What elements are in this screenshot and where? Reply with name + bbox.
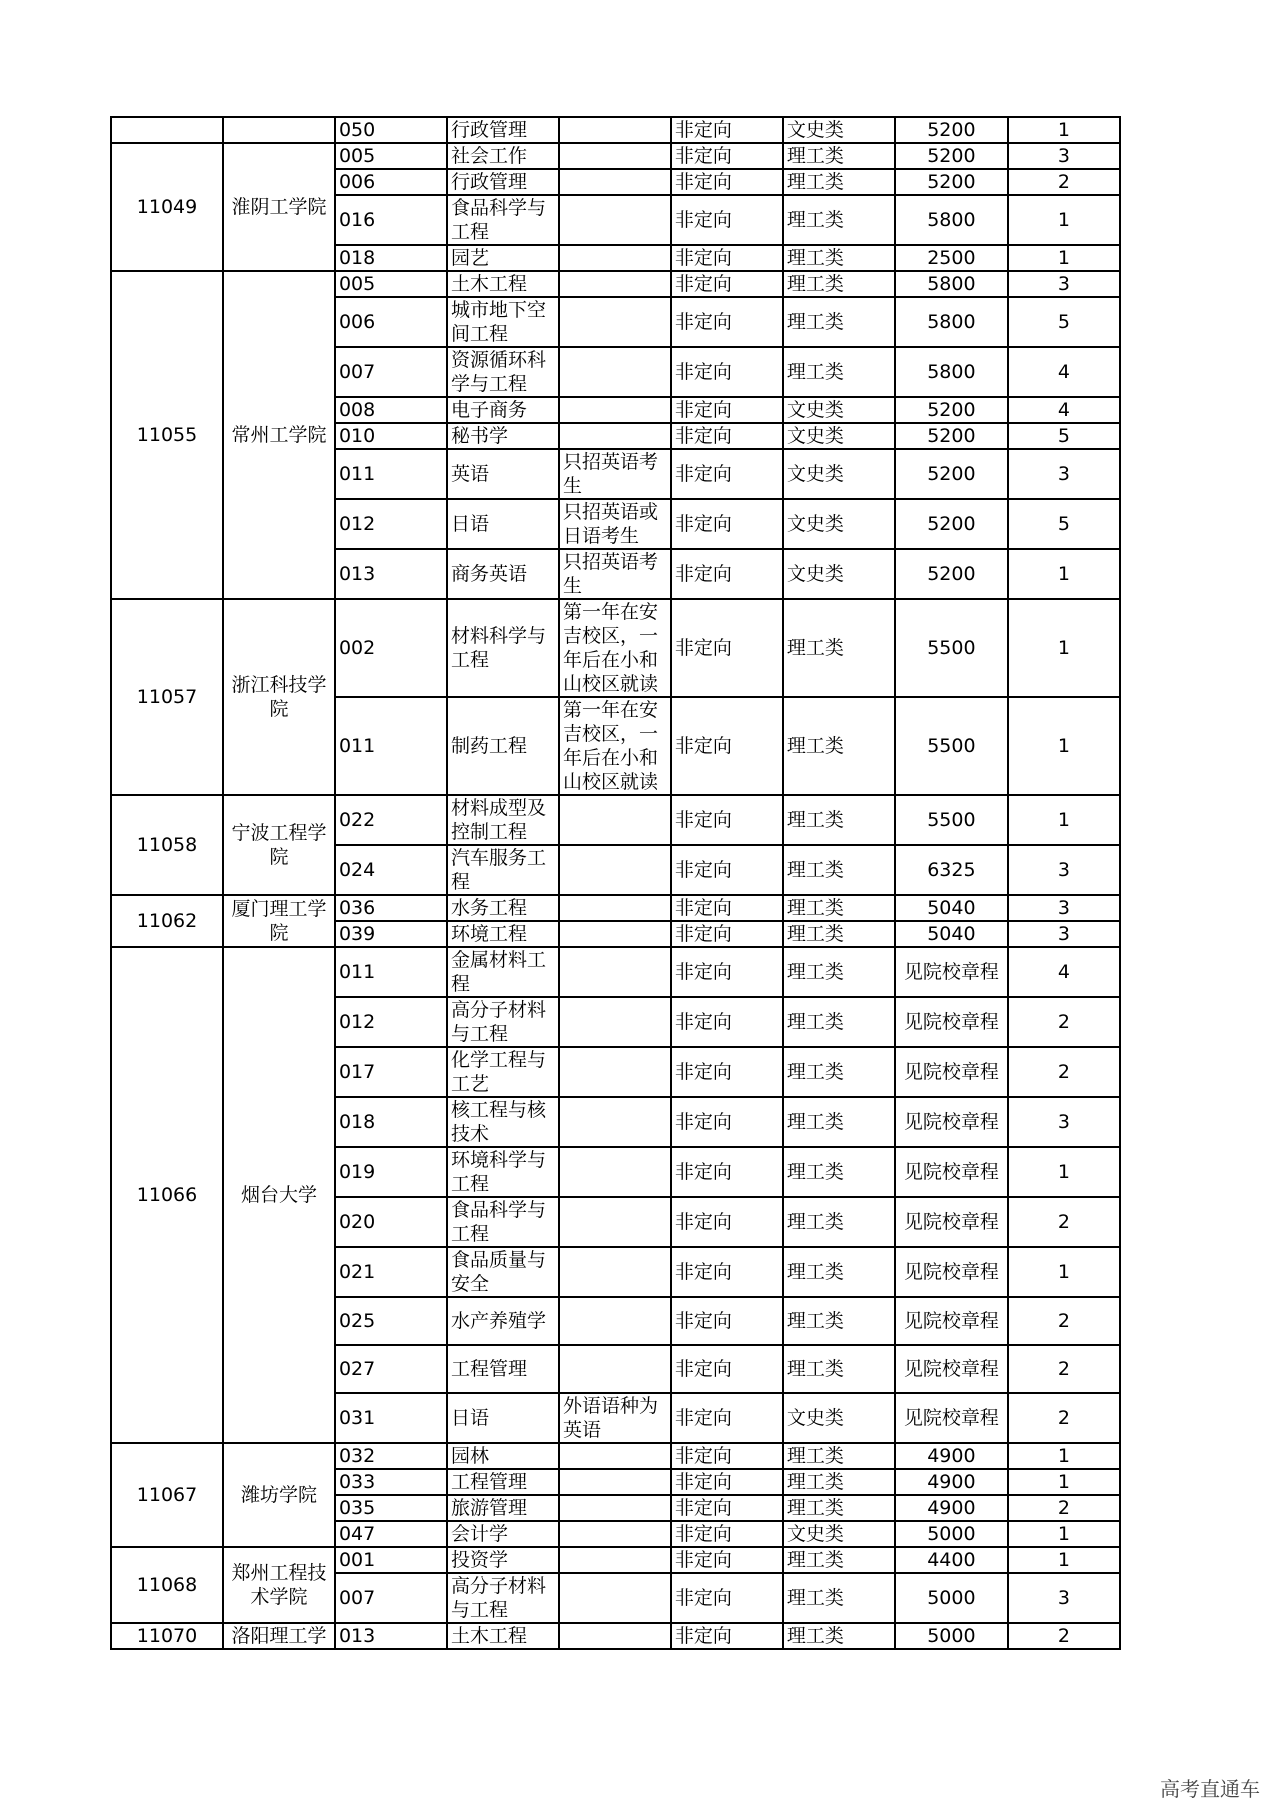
major-name-cell: 工程管理 xyxy=(447,1345,559,1393)
placement-type-cell: 非定向 xyxy=(671,1393,783,1443)
major-code-cell: 013 xyxy=(335,549,447,599)
tuition-cell: 2500 xyxy=(895,245,1008,271)
quota-cell: 1 xyxy=(1008,117,1120,143)
quota-cell: 1 xyxy=(1008,1469,1120,1495)
placement-type-cell: 非定向 xyxy=(671,271,783,297)
placement-type-cell: 非定向 xyxy=(671,1521,783,1547)
table-row xyxy=(111,895,1120,921)
category-cell: 文史类 xyxy=(783,499,895,549)
note-cell xyxy=(559,1469,671,1495)
category-cell: 理工类 xyxy=(783,297,895,347)
note-cell xyxy=(559,1573,671,1623)
table-row xyxy=(111,143,1120,169)
quota-cell: 3 xyxy=(1008,1097,1120,1147)
major-name-cell: 食品质量与安全 xyxy=(447,1247,559,1297)
category-cell: 理工类 xyxy=(783,895,895,921)
category-cell: 理工类 xyxy=(783,947,895,997)
quota-cell: 2 xyxy=(1008,1297,1120,1345)
major-code-cell: 024 xyxy=(335,845,447,895)
major-code-cell: 021 xyxy=(335,1247,447,1297)
school-code-cell: 11055 xyxy=(111,271,223,599)
placement-type-cell: 非定向 xyxy=(671,947,783,997)
note-cell: 第一年在安吉校区，一年后在小和山校区就读 xyxy=(559,599,671,697)
tuition-cell: 见院校章程 xyxy=(895,1393,1008,1443)
major-code-cell: 011 xyxy=(335,697,447,795)
quota-cell: 5 xyxy=(1008,297,1120,347)
tuition-cell: 5800 xyxy=(895,347,1008,397)
school-code-cell: 11057 xyxy=(111,599,223,795)
major-code-cell: 005 xyxy=(335,271,447,297)
placement-type-cell: 非定向 xyxy=(671,1547,783,1573)
tuition-cell: 5200 xyxy=(895,397,1008,423)
watermark: 高考直通车 xyxy=(1160,1777,1260,1801)
placement-type-cell: 非定向 xyxy=(671,895,783,921)
placement-type-cell: 非定向 xyxy=(671,195,783,245)
tuition-cell: 5500 xyxy=(895,599,1008,697)
major-code-cell: 001 xyxy=(335,1547,447,1573)
major-code-cell: 019 xyxy=(335,1147,447,1197)
school-code-cell xyxy=(111,117,223,143)
placement-type-cell: 非定向 xyxy=(671,1623,783,1649)
quota-cell: 2 xyxy=(1008,1345,1120,1393)
major-code-cell: 006 xyxy=(335,169,447,195)
tuition-cell: 5040 xyxy=(895,921,1008,947)
major-code-cell: 032 xyxy=(335,1443,447,1469)
school-code-cell: 11068 xyxy=(111,1547,223,1623)
note-cell: 第一年在安吉校区，一年后在小和山校区就读 xyxy=(559,697,671,795)
tuition-cell: 5800 xyxy=(895,195,1008,245)
note-cell: 外语语种为英语 xyxy=(559,1393,671,1443)
note-cell xyxy=(559,245,671,271)
major-name-cell: 高分子材料与工程 xyxy=(447,1573,559,1623)
school-name-cell: 潍坊学院 xyxy=(223,1443,335,1547)
placement-type-cell: 非定向 xyxy=(671,1573,783,1623)
major-name-cell: 秘书学 xyxy=(447,423,559,449)
major-code-cell: 017 xyxy=(335,1047,447,1097)
tuition-cell: 见院校章程 xyxy=(895,947,1008,997)
note-cell xyxy=(559,271,671,297)
school-code-cell: 11070 xyxy=(111,1623,223,1649)
note-cell xyxy=(559,1197,671,1247)
school-name-cell: 厦门理工学院 xyxy=(223,895,335,947)
category-cell: 理工类 xyxy=(783,921,895,947)
category-cell: 理工类 xyxy=(783,1047,895,1097)
note-cell xyxy=(559,921,671,947)
category-cell: 文史类 xyxy=(783,397,895,423)
tuition-cell: 见院校章程 xyxy=(895,1097,1008,1147)
major-code-cell: 018 xyxy=(335,1097,447,1147)
category-cell: 文史类 xyxy=(783,1521,895,1547)
placement-type-cell: 非定向 xyxy=(671,1495,783,1521)
quota-cell: 2 xyxy=(1008,169,1120,195)
major-name-cell: 城市地下空间工程 xyxy=(447,297,559,347)
tuition-cell: 5000 xyxy=(895,1573,1008,1623)
category-cell: 文史类 xyxy=(783,117,895,143)
major-name-cell: 制药工程 xyxy=(447,697,559,795)
school-code-cell: 11062 xyxy=(111,895,223,947)
placement-type-cell: 非定向 xyxy=(671,549,783,599)
placement-type-cell: 非定向 xyxy=(671,1469,783,1495)
quota-cell: 1 xyxy=(1008,245,1120,271)
category-cell: 理工类 xyxy=(783,599,895,697)
major-code-cell: 013 xyxy=(335,1623,447,1649)
major-name-cell: 英语 xyxy=(447,449,559,499)
major-name-cell: 核工程与核技术 xyxy=(447,1097,559,1147)
category-cell: 理工类 xyxy=(783,143,895,169)
quota-cell: 1 xyxy=(1008,1443,1120,1469)
note-cell xyxy=(559,895,671,921)
category-cell: 理工类 xyxy=(783,1197,895,1247)
tuition-cell: 5200 xyxy=(895,449,1008,499)
tuition-cell: 5200 xyxy=(895,499,1008,549)
category-cell: 理工类 xyxy=(783,1623,895,1649)
major-code-cell: 011 xyxy=(335,449,447,499)
tuition-cell: 5200 xyxy=(895,549,1008,599)
tuition-cell: 5000 xyxy=(895,1521,1008,1547)
quota-cell: 1 xyxy=(1008,599,1120,697)
category-cell: 理工类 xyxy=(783,347,895,397)
tuition-cell: 见院校章程 xyxy=(895,1247,1008,1297)
quota-cell: 1 xyxy=(1008,1547,1120,1573)
tuition-cell: 5200 xyxy=(895,423,1008,449)
school-code-cell: 11067 xyxy=(111,1443,223,1547)
category-cell: 理工类 xyxy=(783,169,895,195)
major-code-cell: 031 xyxy=(335,1393,447,1443)
note-cell xyxy=(559,1345,671,1393)
placement-type-cell: 非定向 xyxy=(671,1097,783,1147)
major-code-cell: 050 xyxy=(335,117,447,143)
tuition-cell: 4900 xyxy=(895,1495,1008,1521)
note-cell xyxy=(559,195,671,245)
major-code-cell: 012 xyxy=(335,499,447,549)
note-cell: 只招英语考生 xyxy=(559,549,671,599)
note-cell: 只招英语考生 xyxy=(559,449,671,499)
major-name-cell: 化学工程与工艺 xyxy=(447,1047,559,1097)
quota-cell: 3 xyxy=(1008,895,1120,921)
major-code-cell: 022 xyxy=(335,795,447,845)
placement-type-cell: 非定向 xyxy=(671,1443,783,1469)
tuition-cell: 见院校章程 xyxy=(895,1197,1008,1247)
category-cell: 理工类 xyxy=(783,697,895,795)
major-name-cell: 行政管理 xyxy=(447,169,559,195)
placement-type-cell: 非定向 xyxy=(671,297,783,347)
school-name-cell: 淮阴工学院 xyxy=(223,143,335,271)
note-cell xyxy=(559,1097,671,1147)
quota-cell: 1 xyxy=(1008,1147,1120,1197)
placement-type-cell: 非定向 xyxy=(671,449,783,499)
quota-cell: 1 xyxy=(1008,795,1120,845)
placement-type-cell: 非定向 xyxy=(671,169,783,195)
major-name-cell: 水产养殖学 xyxy=(447,1297,559,1345)
note-cell xyxy=(559,1547,671,1573)
school-name-cell: 烟台大学 xyxy=(223,947,335,1443)
note-cell xyxy=(559,1443,671,1469)
tuition-cell: 4900 xyxy=(895,1443,1008,1469)
category-cell: 理工类 xyxy=(783,1247,895,1297)
major-code-cell: 018 xyxy=(335,245,447,271)
placement-type-cell: 非定向 xyxy=(671,1197,783,1247)
enrollment-table xyxy=(110,116,1121,1650)
tuition-cell: 5500 xyxy=(895,697,1008,795)
note-cell xyxy=(559,1521,671,1547)
quota-cell: 3 xyxy=(1008,845,1120,895)
note-cell xyxy=(559,1297,671,1345)
major-code-cell: 036 xyxy=(335,895,447,921)
tuition-cell: 6325 xyxy=(895,845,1008,895)
tuition-cell: 5200 xyxy=(895,169,1008,195)
quota-cell: 4 xyxy=(1008,347,1120,397)
major-name-cell: 环境工程 xyxy=(447,921,559,947)
category-cell: 理工类 xyxy=(783,1147,895,1197)
note-cell xyxy=(559,1623,671,1649)
quota-cell: 3 xyxy=(1008,271,1120,297)
quota-cell: 3 xyxy=(1008,449,1120,499)
major-name-cell: 电子商务 xyxy=(447,397,559,423)
major-name-cell: 旅游管理 xyxy=(447,1495,559,1521)
placement-type-cell: 非定向 xyxy=(671,347,783,397)
placement-type-cell: 非定向 xyxy=(671,1345,783,1393)
note-cell xyxy=(559,347,671,397)
category-cell: 理工类 xyxy=(783,845,895,895)
major-name-cell: 食品科学与工程 xyxy=(447,195,559,245)
note-cell xyxy=(559,947,671,997)
tuition-cell: 5200 xyxy=(895,117,1008,143)
major-name-cell: 日语 xyxy=(447,1393,559,1443)
major-code-cell: 016 xyxy=(335,195,447,245)
placement-type-cell: 非定向 xyxy=(671,845,783,895)
major-code-cell: 047 xyxy=(335,1521,447,1547)
major-code-cell: 027 xyxy=(335,1345,447,1393)
category-cell: 理工类 xyxy=(783,1469,895,1495)
category-cell: 理工类 xyxy=(783,1443,895,1469)
category-cell: 理工类 xyxy=(783,245,895,271)
quota-cell: 1 xyxy=(1008,549,1120,599)
note-cell xyxy=(559,997,671,1047)
table-row xyxy=(111,947,1120,997)
major-name-cell: 材料科学与工程 xyxy=(447,599,559,697)
major-name-cell: 水务工程 xyxy=(447,895,559,921)
category-cell: 理工类 xyxy=(783,195,895,245)
tuition-cell: 5000 xyxy=(895,1623,1008,1649)
tuition-cell: 见院校章程 xyxy=(895,1345,1008,1393)
table-row xyxy=(111,795,1120,845)
placement-type-cell: 非定向 xyxy=(671,697,783,795)
tuition-cell: 见院校章程 xyxy=(895,1147,1008,1197)
category-cell: 文史类 xyxy=(783,1393,895,1443)
major-code-cell: 012 xyxy=(335,997,447,1047)
placement-type-cell: 非定向 xyxy=(671,599,783,697)
quota-cell: 1 xyxy=(1008,697,1120,795)
major-name-cell: 园林 xyxy=(447,1443,559,1469)
major-code-cell: 035 xyxy=(335,1495,447,1521)
placement-type-cell: 非定向 xyxy=(671,1247,783,1297)
quota-cell: 2 xyxy=(1008,1393,1120,1443)
placement-type-cell: 非定向 xyxy=(671,1047,783,1097)
placement-type-cell: 非定向 xyxy=(671,143,783,169)
note-cell xyxy=(559,169,671,195)
quota-cell: 4 xyxy=(1008,397,1120,423)
note-cell xyxy=(559,1047,671,1097)
major-code-cell: 002 xyxy=(335,599,447,697)
quota-cell: 5 xyxy=(1008,423,1120,449)
placement-type-cell: 非定向 xyxy=(671,795,783,845)
major-name-cell: 投资学 xyxy=(447,1547,559,1573)
major-code-cell: 005 xyxy=(335,143,447,169)
note-cell xyxy=(559,143,671,169)
major-code-cell: 008 xyxy=(335,397,447,423)
major-code-cell: 006 xyxy=(335,297,447,347)
category-cell: 理工类 xyxy=(783,1495,895,1521)
note-cell xyxy=(559,1495,671,1521)
major-name-cell: 行政管理 xyxy=(447,117,559,143)
category-cell: 理工类 xyxy=(783,1297,895,1345)
school-name-cell xyxy=(223,117,335,143)
major-name-cell: 土木工程 xyxy=(447,1623,559,1649)
note-cell xyxy=(559,1247,671,1297)
note-cell xyxy=(559,795,671,845)
quota-cell: 2 xyxy=(1008,1495,1120,1521)
tuition-cell: 5500 xyxy=(895,795,1008,845)
note-cell xyxy=(559,1147,671,1197)
major-code-cell: 007 xyxy=(335,347,447,397)
placement-type-cell: 非定向 xyxy=(671,1297,783,1345)
quota-cell: 2 xyxy=(1008,1623,1120,1649)
school-name-cell: 洛阳理工学 xyxy=(223,1623,335,1649)
major-name-cell: 社会工作 xyxy=(447,143,559,169)
major-name-cell: 高分子材料与工程 xyxy=(447,997,559,1047)
tuition-cell: 5800 xyxy=(895,297,1008,347)
quota-cell: 3 xyxy=(1008,921,1120,947)
quota-cell: 3 xyxy=(1008,1573,1120,1623)
tuition-cell: 见院校章程 xyxy=(895,1047,1008,1097)
placement-type-cell: 非定向 xyxy=(671,245,783,271)
major-name-cell: 资源循环科学与工程 xyxy=(447,347,559,397)
major-name-cell: 汽车服务工程 xyxy=(447,845,559,895)
major-code-cell: 011 xyxy=(335,947,447,997)
major-name-cell: 工程管理 xyxy=(447,1469,559,1495)
major-name-cell: 材料成型及控制工程 xyxy=(447,795,559,845)
tuition-cell: 4900 xyxy=(895,1469,1008,1495)
quota-cell: 2 xyxy=(1008,1197,1120,1247)
table-row xyxy=(111,1623,1120,1649)
major-name-cell: 金属材料工程 xyxy=(447,947,559,997)
table-row xyxy=(111,1547,1120,1573)
category-cell: 文史类 xyxy=(783,549,895,599)
quota-cell: 5 xyxy=(1008,499,1120,549)
quota-cell: 2 xyxy=(1008,997,1120,1047)
category-cell: 理工类 xyxy=(783,1345,895,1393)
school-name-cell: 常州工学院 xyxy=(223,271,335,599)
school-code-cell: 11058 xyxy=(111,795,223,895)
note-cell xyxy=(559,845,671,895)
tuition-cell: 见院校章程 xyxy=(895,1297,1008,1345)
school-name-cell: 宁波工程学院 xyxy=(223,795,335,895)
table-row xyxy=(111,271,1120,297)
placement-type-cell: 非定向 xyxy=(671,499,783,549)
school-name-cell: 浙江科技学院 xyxy=(223,599,335,795)
major-name-cell: 环境科学与工程 xyxy=(447,1147,559,1197)
category-cell: 理工类 xyxy=(783,795,895,845)
placement-type-cell: 非定向 xyxy=(671,997,783,1047)
note-cell: 只招英语或日语考生 xyxy=(559,499,671,549)
school-code-cell: 11066 xyxy=(111,947,223,1443)
table-body xyxy=(111,117,1120,1649)
major-code-cell: 020 xyxy=(335,1197,447,1247)
placement-type-cell: 非定向 xyxy=(671,921,783,947)
note-cell xyxy=(559,397,671,423)
major-name-cell: 土木工程 xyxy=(447,271,559,297)
table-row xyxy=(111,1443,1120,1469)
major-code-cell: 007 xyxy=(335,1573,447,1623)
placement-type-cell: 非定向 xyxy=(671,397,783,423)
tuition-cell: 4400 xyxy=(895,1547,1008,1573)
note-cell xyxy=(559,423,671,449)
quota-cell: 1 xyxy=(1008,1247,1120,1297)
quota-cell: 1 xyxy=(1008,195,1120,245)
major-name-cell: 商务英语 xyxy=(447,549,559,599)
major-name-cell: 园艺 xyxy=(447,245,559,271)
table-row xyxy=(111,117,1120,143)
quota-cell: 2 xyxy=(1008,1047,1120,1097)
category-cell: 理工类 xyxy=(783,1547,895,1573)
tuition-cell: 5800 xyxy=(895,271,1008,297)
quota-cell: 3 xyxy=(1008,143,1120,169)
major-code-cell: 010 xyxy=(335,423,447,449)
tuition-cell: 5200 xyxy=(895,143,1008,169)
major-name-cell: 食品科学与工程 xyxy=(447,1197,559,1247)
category-cell: 理工类 xyxy=(783,997,895,1047)
quota-cell: 4 xyxy=(1008,947,1120,997)
major-code-cell: 025 xyxy=(335,1297,447,1345)
category-cell: 文史类 xyxy=(783,449,895,499)
table-row xyxy=(111,599,1120,697)
category-cell: 理工类 xyxy=(783,1573,895,1623)
major-name-cell: 会计学 xyxy=(447,1521,559,1547)
major-name-cell: 日语 xyxy=(447,499,559,549)
category-cell: 文史类 xyxy=(783,423,895,449)
tuition-cell: 见院校章程 xyxy=(895,997,1008,1047)
placement-type-cell: 非定向 xyxy=(671,1147,783,1197)
note-cell xyxy=(559,117,671,143)
major-code-cell: 039 xyxy=(335,921,447,947)
quota-cell: 1 xyxy=(1008,1521,1120,1547)
major-code-cell: 033 xyxy=(335,1469,447,1495)
placement-type-cell: 非定向 xyxy=(671,117,783,143)
category-cell: 理工类 xyxy=(783,271,895,297)
note-cell xyxy=(559,297,671,347)
enrollment-table-sheet xyxy=(110,116,1121,1703)
tuition-cell: 5040 xyxy=(895,895,1008,921)
school-name-cell: 郑州工程技术学院 xyxy=(223,1547,335,1623)
school-code-cell: 11049 xyxy=(111,143,223,271)
category-cell: 理工类 xyxy=(783,1097,895,1147)
placement-type-cell: 非定向 xyxy=(671,423,783,449)
